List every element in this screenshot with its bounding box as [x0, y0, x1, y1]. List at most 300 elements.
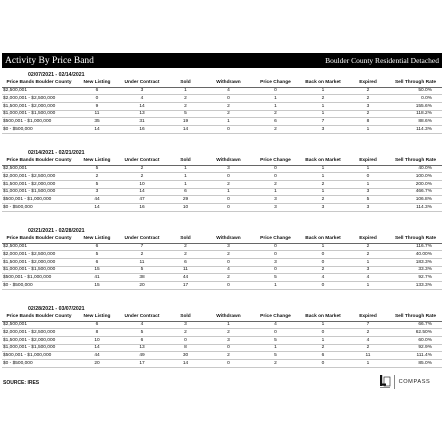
column-header: Expired: [347, 313, 389, 321]
price-band-cell: $2,500,001: [2, 321, 76, 329]
table-cell: 3: [205, 165, 252, 173]
price-band-cell: $500,001 - $1,000,000: [2, 352, 76, 360]
table-cell: 0: [205, 203, 252, 211]
table-cell: 50.0%: [389, 87, 442, 95]
price-band-cell: $2,500,001: [2, 87, 76, 95]
table-cell: 1: [252, 95, 299, 103]
table-cell: 2: [347, 87, 389, 95]
table-cell: 0: [252, 329, 299, 337]
table-cell: 38: [118, 274, 166, 282]
table-cell: 11: [347, 352, 389, 360]
table-cell: 2: [166, 329, 205, 337]
table-cell: 44: [76, 352, 118, 360]
table-cell: 4: [347, 336, 389, 344]
table-cell: 49: [118, 352, 166, 360]
table-cell: 106.8%: [389, 196, 442, 204]
table-cell: 111.4%: [389, 352, 442, 360]
table-cell: 1: [299, 87, 347, 95]
table-header-row: [2, 157, 442, 165]
table-row: [2, 165, 442, 173]
table-header-row: [2, 79, 442, 87]
column-header: Expired: [347, 79, 389, 87]
table-cell: 6: [76, 321, 118, 329]
table-cell: 2: [299, 180, 347, 188]
table-cell: 0: [299, 329, 347, 337]
table-cell: 7: [118, 243, 166, 251]
table-cell: 0: [299, 251, 347, 259]
table-row: [2, 125, 442, 133]
table-cell: 1: [347, 359, 389, 367]
price-band-cell: $2,000,001 - $2,500,000: [2, 329, 76, 337]
table-cell: 3: [252, 196, 299, 204]
report-title: Activity By Price Band: [5, 55, 94, 66]
table-cell: 14: [166, 359, 205, 367]
table-cell: 5: [252, 336, 299, 344]
price-band-cell: $2,500,001: [2, 243, 76, 251]
column-header: New Listing: [76, 79, 118, 87]
table-cell: 1: [299, 243, 347, 251]
table-cell: 14: [118, 188, 166, 196]
table-cell: 17: [166, 281, 205, 289]
table-cell: 66.7%: [389, 321, 442, 329]
table-cell: 2: [299, 344, 347, 352]
price-band-cell: $2,000,001 - $2,500,000: [2, 251, 76, 259]
report-subtitle: Boulder County Residential Detached: [325, 56, 439, 65]
table-cell: 29: [166, 196, 205, 204]
table-cell: 2: [166, 251, 205, 259]
column-header: Withdrawn: [205, 79, 252, 87]
table-cell: 4: [347, 274, 389, 282]
compass-logo-text: COMPASS: [398, 378, 431, 385]
table-row: [2, 352, 442, 360]
table-cell: 1: [299, 188, 347, 196]
table-cell: 6: [166, 258, 205, 266]
table-cell: 114.3%: [389, 203, 442, 211]
table-cell: 1: [347, 125, 389, 133]
table-cell: 16: [118, 203, 166, 211]
price-band-cell: $1,500,001 - $2,000,000: [2, 258, 76, 266]
table-cell: 1: [299, 110, 347, 118]
table-cell: 0: [76, 95, 118, 103]
table-cell: 5: [118, 266, 166, 274]
table-cell: 11: [166, 266, 205, 274]
table-cell: 1: [299, 173, 347, 181]
table-cell: 4: [252, 321, 299, 329]
table-cell: 1: [252, 281, 299, 289]
table-cell: 2: [166, 95, 205, 103]
table-cell: 6: [252, 118, 299, 126]
table-row: [2, 188, 442, 196]
period-section: [2, 150, 442, 212]
brand-logos: [379, 374, 430, 389]
table-cell: 0.0%: [389, 95, 442, 103]
table-cell: 1: [299, 321, 347, 329]
price-band-cell: $2,000,001 - $2,500,000: [2, 95, 76, 103]
table-cell: 5: [252, 274, 299, 282]
table-row: [2, 274, 442, 282]
table-cell: 6: [299, 352, 347, 360]
table-cell: 44: [76, 196, 118, 204]
table-cell: 2: [205, 180, 252, 188]
table-cell: 5: [252, 352, 299, 360]
table-cell: 133.3%: [389, 281, 442, 289]
table-cell: 3: [347, 203, 389, 211]
table-row: [2, 336, 442, 344]
column-header: Back on Market: [299, 157, 347, 165]
table-cell: 2: [205, 329, 252, 337]
table-cell: 92.9%: [389, 344, 442, 352]
price-band-cell: $1,500,001 - $2,000,000: [2, 102, 76, 110]
table-cell: 16: [118, 125, 166, 133]
price-band-cell: $1,000,001 - $1,500,000: [2, 110, 76, 118]
table-cell: 2: [166, 102, 205, 110]
table-cell: 2: [205, 251, 252, 259]
table-cell: 14: [166, 125, 205, 133]
table-cell: 466.7%: [389, 188, 442, 196]
column-header: Price Bands Boulder County: [2, 313, 76, 321]
table-cell: 1: [252, 188, 299, 196]
column-header: Price Bands Boulder County: [2, 235, 76, 243]
table-cell: 0: [299, 359, 347, 367]
table-cell: 2: [299, 95, 347, 103]
table-cell: 14: [76, 125, 118, 133]
table-cell: 3: [299, 125, 347, 133]
column-header: Under Contract: [118, 79, 166, 87]
table-row: [2, 359, 442, 367]
table-cell: 0: [252, 243, 299, 251]
table-cell: 8: [166, 344, 205, 352]
report-header: [2, 53, 442, 68]
table-cell: 1: [252, 102, 299, 110]
table-cell: 11: [118, 258, 166, 266]
table-cell: 0: [205, 196, 252, 204]
table-row: [2, 266, 442, 274]
table-cell: 4: [205, 87, 252, 95]
table-cell: 0: [252, 266, 299, 274]
table-cell: 0: [205, 344, 252, 352]
table-cell: 8: [76, 329, 118, 337]
table-cell: 4: [118, 95, 166, 103]
column-header: Sell Through Rate: [389, 235, 442, 243]
table-cell: 0: [252, 165, 299, 173]
price-band-cell: $0 - $500,000: [2, 203, 76, 211]
table-cell: 2: [205, 110, 252, 118]
table-row: [2, 110, 442, 118]
table-cell: 8: [347, 118, 389, 126]
table-cell: 6: [76, 87, 118, 95]
table-cell: 2: [299, 266, 347, 274]
table-cell: 35: [76, 118, 118, 126]
table-cell: 1: [347, 281, 389, 289]
table-cell: 17: [118, 359, 166, 367]
table-cell: 0: [252, 87, 299, 95]
table-cell: 1: [166, 165, 205, 173]
table-cell: 0: [205, 125, 252, 133]
column-header: Sold: [166, 313, 205, 321]
price-band-cell: $1,000,001 - $1,500,000: [2, 188, 76, 196]
table-cell: 2: [252, 180, 299, 188]
table-cell: 2: [118, 251, 166, 259]
table-cell: 100.0%: [389, 173, 442, 181]
table-cell: 2: [252, 359, 299, 367]
table-row: [2, 102, 442, 110]
price-band-cell: $1,500,001 - $2,000,000: [2, 180, 76, 188]
table-cell: 1: [347, 165, 389, 173]
agent-brand-icon: [379, 374, 391, 389]
table-cell: 41: [76, 274, 118, 282]
table-cell: 44: [166, 274, 205, 282]
column-header: Back on Market: [299, 235, 347, 243]
table-cell: 15: [76, 281, 118, 289]
table-cell: 6: [76, 258, 118, 266]
price-band-cell: $2,000,001 - $2,500,000: [2, 173, 76, 181]
table-cell: 2: [347, 95, 389, 103]
table-cell: 5: [76, 251, 118, 259]
table-cell: 2: [205, 274, 252, 282]
table-cell: 0: [166, 336, 205, 344]
table-cell: 14: [76, 344, 118, 352]
table-cell: 10: [76, 336, 118, 344]
table-cell: 11: [76, 110, 118, 118]
price-band-cell: $0 - $500,000: [2, 125, 76, 133]
table-cell: 1: [205, 188, 252, 196]
table-row: [2, 258, 442, 266]
table-cell: 0: [252, 251, 299, 259]
column-header: New Listing: [76, 313, 118, 321]
table-cell: 2: [347, 110, 389, 118]
table-cell: 183.3%: [389, 258, 442, 266]
table-cell: 5: [76, 180, 118, 188]
table-cell: 2: [118, 173, 166, 181]
table-cell: 3: [347, 102, 389, 110]
column-header: Price Change: [252, 157, 299, 165]
table-cell: 1: [299, 102, 347, 110]
period-label: 02/28/2021 - 03/07/2021: [28, 306, 85, 312]
table-cell: 92.7%: [389, 274, 442, 282]
price-band-table: [2, 235, 442, 290]
table-cell: 3: [166, 321, 205, 329]
table-cell: 20: [118, 281, 166, 289]
table-cell: 0: [205, 359, 252, 367]
column-header: Withdrawn: [205, 157, 252, 165]
table-cell: 30: [166, 352, 205, 360]
table-cell: 15: [76, 266, 118, 274]
table-cell: 2: [205, 102, 252, 110]
column-header: Price Change: [252, 79, 299, 87]
table-row: [2, 344, 442, 352]
price-band-cell: $1,000,001 - $1,500,000: [2, 344, 76, 352]
column-header: Withdrawn: [205, 235, 252, 243]
table-header-row: [2, 235, 442, 243]
price-band-cell: $1,500,001 - $2,000,000: [2, 336, 76, 344]
table-row: [2, 281, 442, 289]
table-cell: 88.6%: [389, 118, 442, 126]
column-header: New Listing: [76, 157, 118, 165]
table-cell: 60.0%: [389, 336, 442, 344]
table-cell: 5: [118, 329, 166, 337]
column-header: Back on Market: [299, 313, 347, 321]
table-row: [2, 87, 442, 95]
table-cell: 2: [347, 243, 389, 251]
table-cell: 31: [118, 118, 166, 126]
table-cell: 10: [118, 180, 166, 188]
column-header: Price Bands Boulder County: [2, 79, 76, 87]
table-cell: 7: [347, 321, 389, 329]
column-header: Under Contract: [118, 313, 166, 321]
table-cell: 2: [76, 173, 118, 181]
column-header: Back on Market: [299, 79, 347, 87]
table-cell: 0: [347, 173, 389, 181]
table-cell: 1: [299, 165, 347, 173]
price-band-cell: $0 - $500,000: [2, 281, 76, 289]
table-cell: 5: [166, 110, 205, 118]
table-header-row: [2, 313, 442, 321]
table-row: [2, 243, 442, 251]
column-header: Expired: [347, 157, 389, 165]
table-cell: 3: [252, 258, 299, 266]
table-cell: 1: [299, 336, 347, 344]
price-band-cell: $0 - $500,000: [2, 359, 76, 367]
price-band-table: [2, 79, 442, 134]
table-cell: 14: [118, 102, 166, 110]
table-row: [2, 95, 442, 103]
table-cell: 0: [205, 258, 252, 266]
column-header: Under Contract: [118, 235, 166, 243]
table-cell: 19: [166, 118, 205, 126]
table-cell: 20: [76, 359, 118, 367]
table-cell: 1: [347, 258, 389, 266]
table-cell: 33.3%: [389, 266, 442, 274]
table-cell: 2: [166, 243, 205, 251]
table-cell: 85.0%: [389, 359, 442, 367]
column-header: Sell Through Rate: [389, 157, 442, 165]
table-row: [2, 173, 442, 181]
table-cell: 9: [76, 102, 118, 110]
table-cell: 3: [347, 188, 389, 196]
column-header: Withdrawn: [205, 313, 252, 321]
table-cell: 6: [118, 336, 166, 344]
table-cell: 2: [347, 251, 389, 259]
table-cell: 3: [76, 188, 118, 196]
table-cell: 0: [299, 281, 347, 289]
table-cell: 14: [76, 203, 118, 211]
column-header: Sold: [166, 235, 205, 243]
table-cell: 3: [347, 266, 389, 274]
column-header: Sell Through Rate: [389, 79, 442, 87]
table-row: [2, 196, 442, 204]
table-cell: 4: [118, 321, 166, 329]
table-row: [2, 203, 442, 211]
table-cell: 116.7%: [389, 243, 442, 251]
period-section: [2, 228, 442, 290]
table-cell: 0: [205, 95, 252, 103]
table-cell: 2: [252, 125, 299, 133]
period-label: 02/07/2021 - 02/14/2021: [28, 72, 85, 78]
column-header: Sell Through Rate: [389, 313, 442, 321]
table-cell: 40.00%: [389, 251, 442, 259]
table-cell: 6: [76, 243, 118, 251]
column-header: Price Change: [252, 235, 299, 243]
source-note: SOURCE: IRES: [3, 380, 40, 386]
table-cell: 7: [299, 118, 347, 126]
table-cell: 2: [118, 165, 166, 173]
table-cell: 3: [118, 87, 166, 95]
price-band-cell: $1,000,001 - $1,500,000: [2, 266, 76, 274]
table-cell: 6: [166, 188, 205, 196]
column-header: Price Change: [252, 313, 299, 321]
price-band-table: [2, 157, 442, 212]
table-cell: 2: [252, 110, 299, 118]
column-header: Sold: [166, 157, 205, 165]
table-row: [2, 321, 442, 329]
period-label: 02/21/2021 - 02/28/2021: [28, 228, 85, 234]
column-header: Expired: [347, 235, 389, 243]
table-cell: 1: [347, 180, 389, 188]
price-band-cell: $500,001 - $1,000,000: [2, 196, 76, 204]
compass-logo: [399, 379, 431, 385]
price-band-cell: $500,001 - $1,000,000: [2, 274, 76, 282]
table-cell: 5: [347, 196, 389, 204]
table-row: [2, 180, 442, 188]
table-cell: 13: [118, 344, 166, 352]
price-band-cell: $500,001 - $1,000,000: [2, 118, 76, 126]
table-cell: 5: [76, 165, 118, 173]
table-cell: 3: [252, 203, 299, 211]
logo-divider: [394, 375, 395, 389]
table-cell: 118.2%: [389, 110, 442, 118]
table-cell: 62.50%: [389, 329, 442, 337]
table-cell: 1: [252, 344, 299, 352]
column-header: Sold: [166, 79, 205, 87]
table-cell: 1: [166, 87, 205, 95]
table-cell: 47: [118, 196, 166, 204]
table-cell: 0: [205, 173, 252, 181]
table-cell: 3: [205, 243, 252, 251]
table-row: [2, 329, 442, 337]
table-cell: 0: [205, 281, 252, 289]
table-cell: 2: [299, 196, 347, 204]
column-header: Price Bands Boulder County: [2, 157, 76, 165]
table-cell: 2: [347, 344, 389, 352]
table-cell: 1: [166, 180, 205, 188]
price-band-table: [2, 313, 442, 368]
table-cell: 0: [252, 173, 299, 181]
table-row: [2, 251, 442, 259]
table-row: [2, 118, 442, 126]
table-cell: 1: [205, 321, 252, 329]
period-label: 02/14/2021 - 02/21/2021: [28, 150, 85, 156]
table-cell: 155.6%: [389, 102, 442, 110]
table-cell: 13: [118, 110, 166, 118]
table-cell: 114.3%: [389, 125, 442, 133]
table-cell: 200.0%: [389, 180, 442, 188]
table-cell: 40.0%: [389, 165, 442, 173]
column-header: New Listing: [76, 235, 118, 243]
column-header: Under Contract: [118, 157, 166, 165]
period-section: [2, 72, 442, 134]
table-cell: 3: [205, 336, 252, 344]
table-cell: 1: [205, 118, 252, 126]
price-band-cell: $2,500,001: [2, 165, 76, 173]
table-cell: 0: [299, 258, 347, 266]
table-cell: 2: [347, 329, 389, 337]
table-cell: 3: [299, 203, 347, 211]
table-cell: 4: [299, 274, 347, 282]
period-section: [2, 306, 442, 368]
table-cell: 10: [166, 203, 205, 211]
table-cell: 4: [205, 266, 252, 274]
table-cell: 2: [205, 352, 252, 360]
